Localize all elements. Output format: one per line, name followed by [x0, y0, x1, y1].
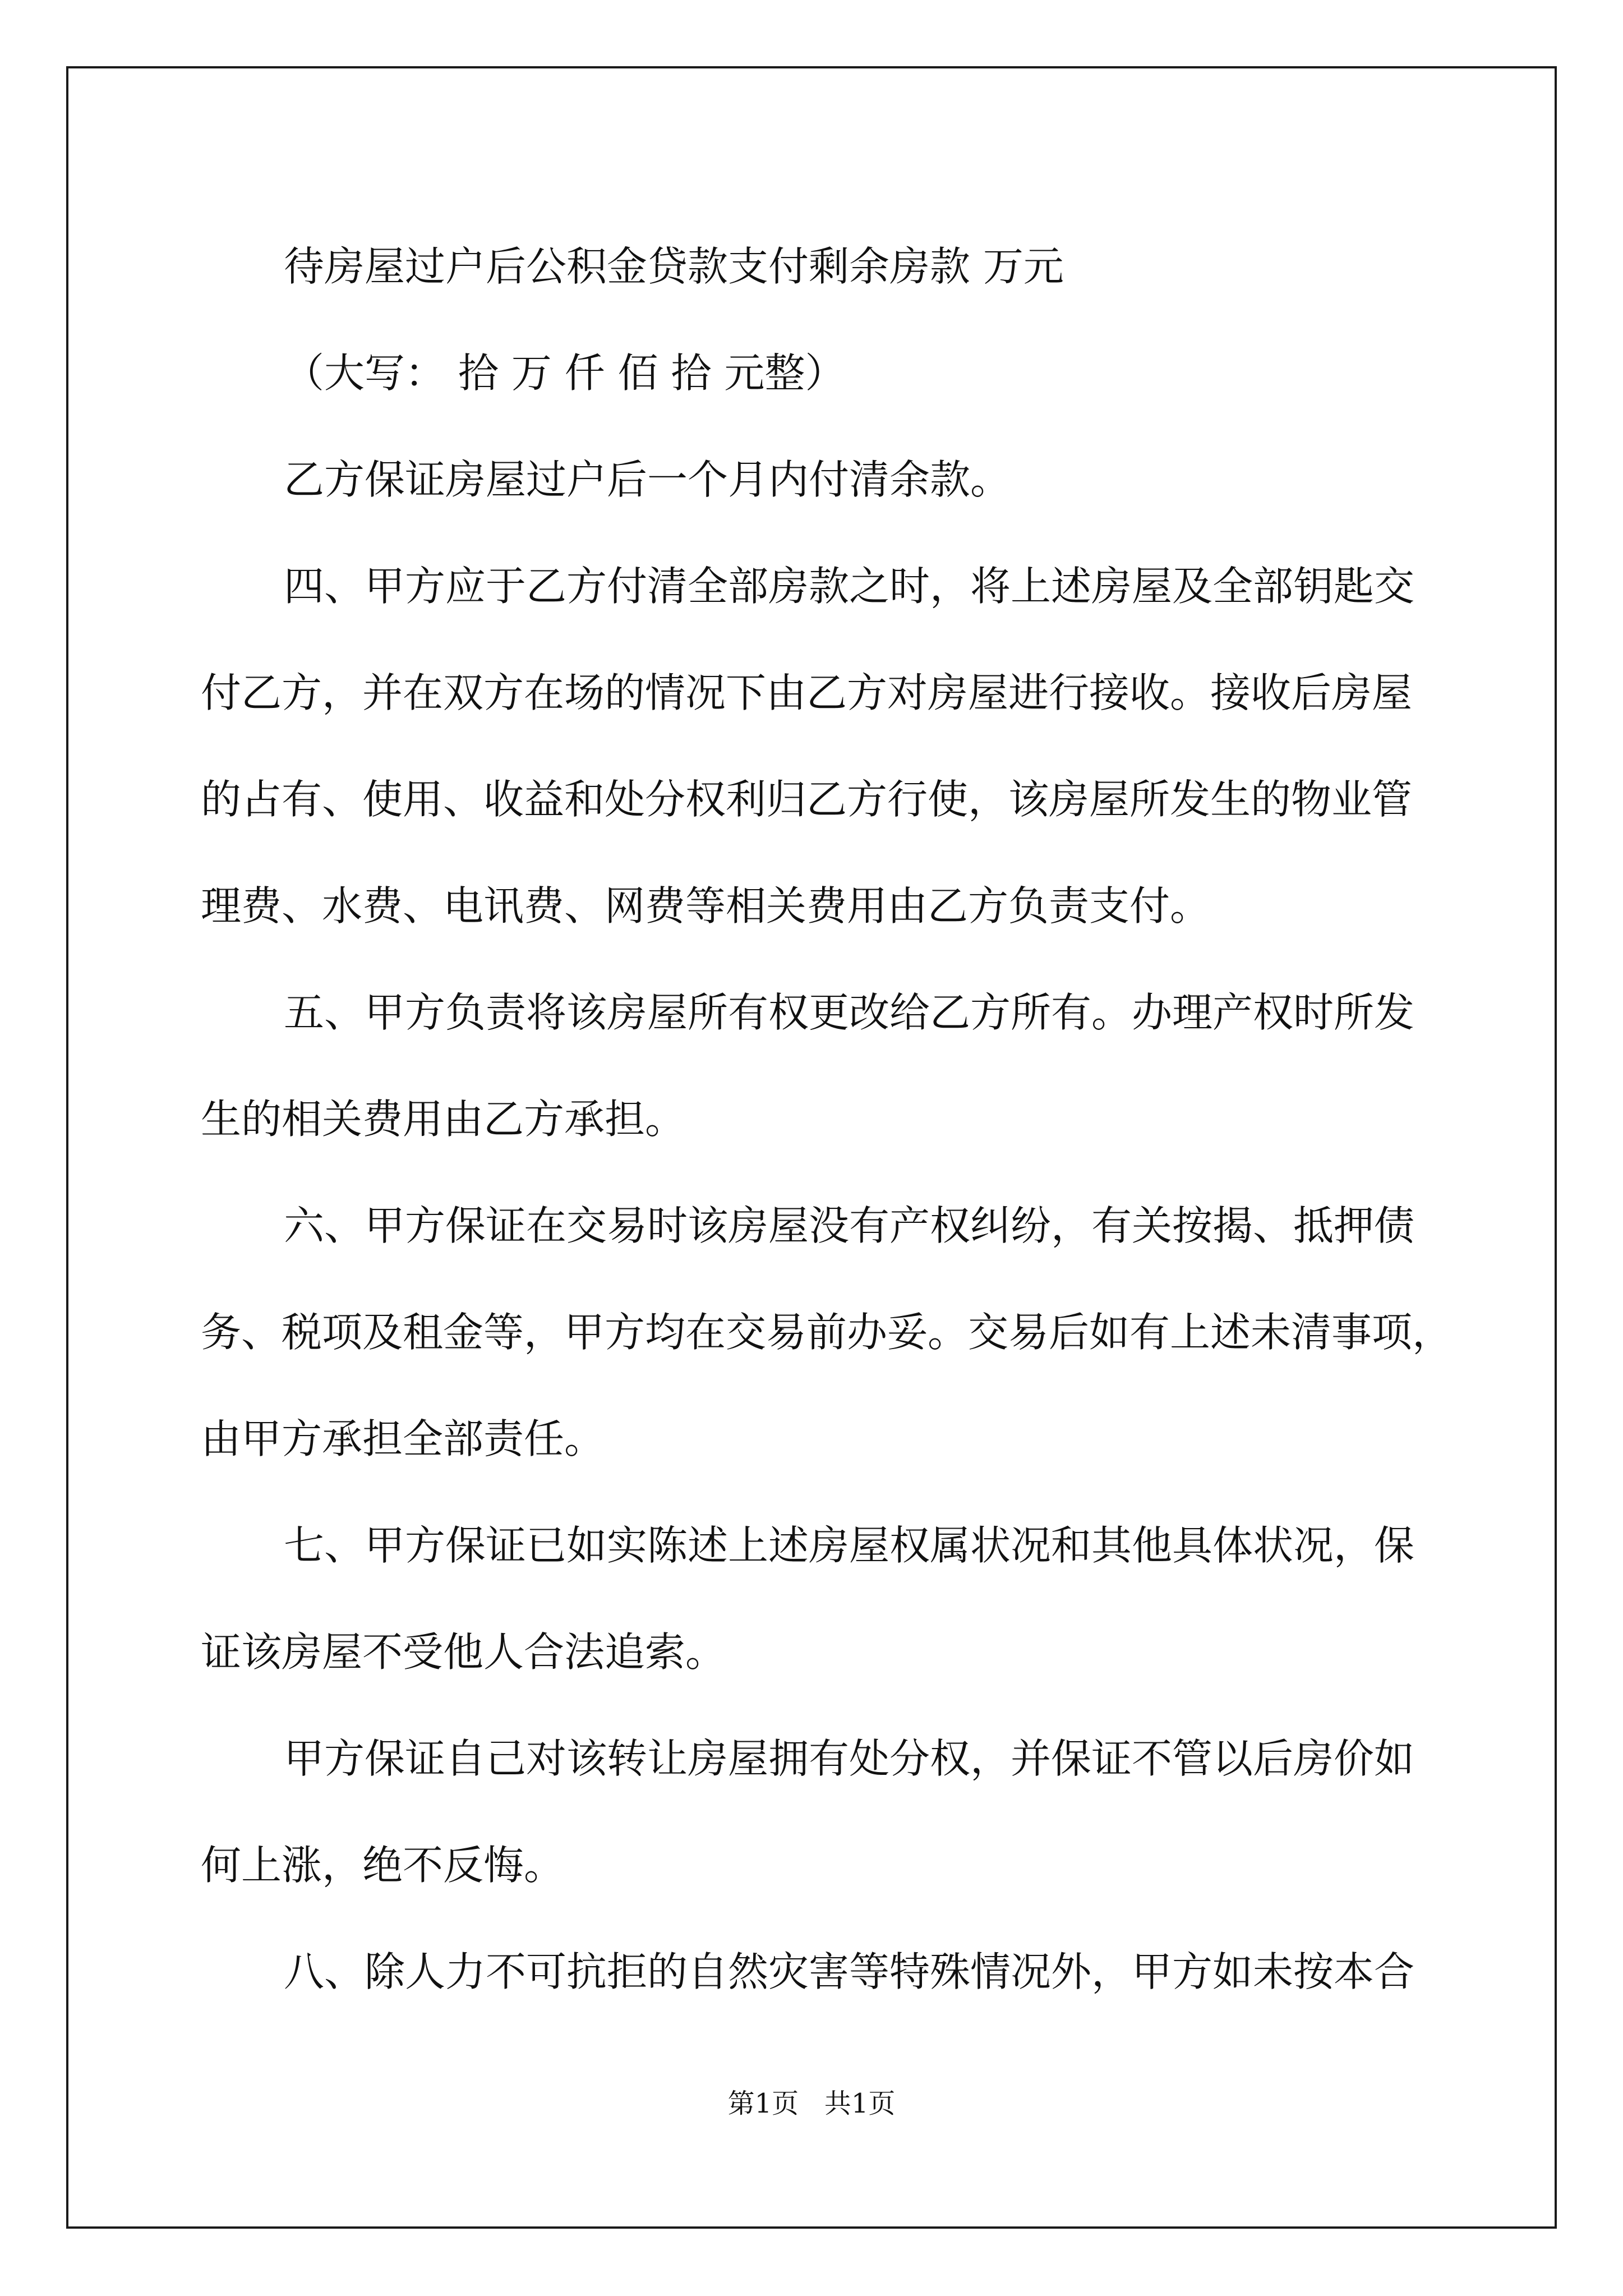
text-line: 生的相关费用由乙方承担。	[201, 1096, 686, 1143]
text-line: 务、税项及租金等，甲方均在交易前办妥。交易后如有上述未清事项，	[201, 1309, 1453, 1356]
text-line: 证该房屋不受他人合法追索。	[201, 1628, 726, 1676]
document-body	[201, 213, 1457, 2025]
text-line: 五、甲方负责将该房屋所有权更改给乙方所有。办理产权时所发	[284, 989, 1415, 1036]
text-line: 的占有、使用、收益和处分权利归乙方行使，该房屋所发生的物业管	[201, 776, 1413, 823]
text-line: 甲方保证自己对该转让房屋拥有处分权，并保证不管以后房价如	[284, 1735, 1415, 1782]
text-line: 六、甲方保证在交易时该房屋没有产权纠纷，有关按揭、抵押债	[284, 1202, 1415, 1249]
text-line: 理费、水费、电讯费、网费等相关费用由乙方负责支付。	[201, 882, 1211, 930]
text-line: （大写： 拾 万 仟 佰 拾 元整）	[284, 349, 846, 397]
text-line: 七、甲方保证已如实陈述上述房屋权属状况和其他具体状况，保	[284, 1522, 1415, 1569]
text-line: 乙方保证房屋过户后一个月内付清余款。	[284, 456, 1011, 503]
page-number-footer: 第1页 共1页	[727, 2088, 896, 2119]
text-line: 何上涨，绝不反悔。	[201, 1842, 565, 1889]
text-line: 待房屋过户后公积金贷款支付剩余房款 万元	[284, 243, 1064, 290]
text-line: 由甲方承担全部责任。	[201, 1415, 605, 1462]
text-line: 四、甲方应于乙方付清全部房款之时，将上述房屋及全部钥匙交	[284, 563, 1415, 610]
text-line: 八、除人力不可抗拒的自然灾害等特殊情况外，甲方如未按本合	[284, 1948, 1415, 1995]
text-line: 付乙方，并在双方在场的情况下由乙方对房屋进行接收。接收后房屋	[201, 669, 1413, 716]
